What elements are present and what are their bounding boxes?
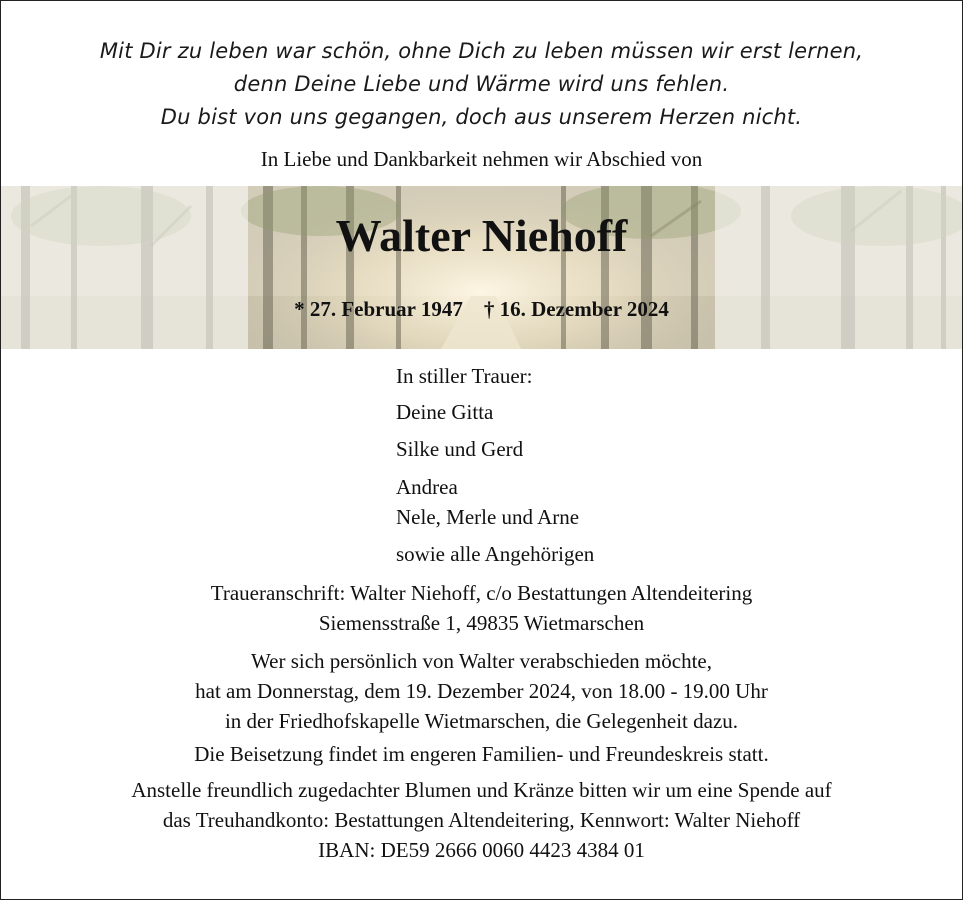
donation-info: [1, 775, 962, 865]
mourner-entry: Nele, Merle und Arne: [396, 505, 580, 529]
farewell-line: hat am Donnerstag, dem 19. Dezember 2024, von 18.00 - 19.00 Uhr: [195, 679, 768, 703]
mourner-entry: Deine Gitta: [396, 400, 494, 424]
farewell-intro: In Liebe und Dankbarkeit nehmen wir Abschied von: [260, 147, 703, 171]
farewell-line: Wer sich persönlich von Walter verabschieden möchte,: [251, 649, 712, 673]
farewell-viewing-info: [1, 646, 962, 736]
donation-line: das Treuhandkonto: Bestattungen Altendeitering, Kennwort: Walter Niehoff: [162, 808, 801, 832]
mourning-address: [1, 578, 962, 638]
mourner-entry: Silke und Gerd: [396, 437, 524, 461]
deceased-name: Walter Niehoff: [335, 210, 628, 261]
poem-line: Du bist von uns gegangen, doch aus unserem Herzen nicht.: [160, 105, 803, 129]
mourner-entry: sowie alle Angehörigen: [396, 542, 595, 566]
memorial-poem: [1, 35, 962, 134]
birth-date: * 27. Februar 1947: [294, 297, 463, 321]
poem-line: denn Deine Liebe und Wärme wird uns fehlen.: [233, 72, 730, 96]
mourner-entry: Andrea: [396, 475, 458, 499]
life-dates: [1, 294, 962, 324]
address-line: Siemensstraße 1, 49835 Wietmarschen: [318, 611, 645, 635]
death-date: † 16. Dezember 2024: [483, 297, 669, 321]
burial-info: Die Beisetzung findet im engeren Familien- und Freundeskreis statt.: [194, 742, 769, 766]
address-line: Traueranschrift: Walter Niehoff, c/o Bestattungen Altendeitering: [210, 581, 753, 605]
farewell-line: in der Friedhofskapelle Wietmarschen, die Gelegenheit dazu.: [224, 709, 739, 733]
donation-line: Anstelle freundlich zugedachter Blumen und Kränze bitten wir um eine Spende auf: [131, 778, 832, 802]
poem-line: Mit Dir zu leben war schön, ohne Dich zu leben müssen wir erst lernen,: [99, 39, 864, 63]
donation-iban: IBAN: DE59 2666 0060 4423 4384 01: [318, 838, 645, 862]
mourners-heading: In stiller Trauer:: [396, 364, 533, 388]
